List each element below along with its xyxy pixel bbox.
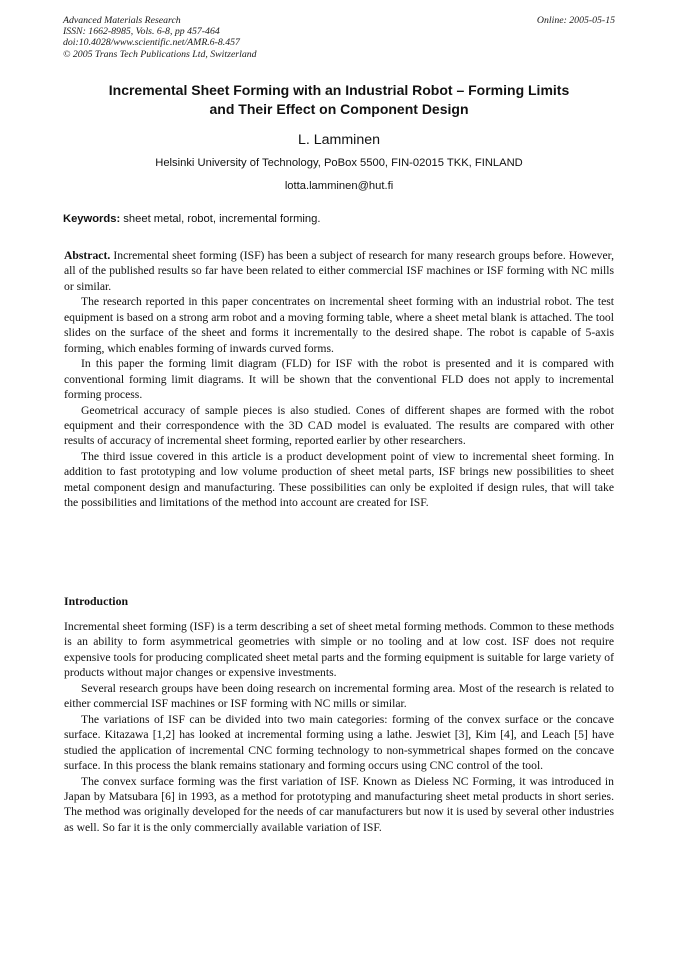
abstract-label: Abstract. [64, 249, 111, 262]
abstract-paragraph: The research reported in this paper concentrates on incremental sheet forming with an industrial robot. The test equipment is based on a strong arm robot and a moving forming table, where a sheet metal blank is attached. The tool slides on the surface of the sheet and forms it incrementally to the desired shape. The robot is capable of 5-axis forming, which enables forming of inwards curved forms. [64, 295, 614, 355]
keywords-line [63, 213, 615, 225]
intro-paragraph: Several research groups have been doing research on incremental forming area. Most of the research is related to either commercial ISF machines or ISF forming with NC mills or similar. [64, 681, 614, 711]
journal-copyright: © 2005 Trans Tech Publications Ltd, Switzerland [63, 48, 257, 60]
intro-paragraph: Incremental sheet forming (ISF) is a term describing a set of sheet metal forming methods. Common to these methods is an ability to form asymmetrical geometries with simple or no tooling and at low cost. ISF does not require expensive tools for producing complicated sheet metal parts and the forming equipment is suitable for large variety of products without major changes or expensive investments. [64, 620, 614, 680]
intro-paragraph: The convex surface forming was the first variation of ISF. Known as Dieless NC Forming, it was introduced in Japan by Matsubara [6] in 1993, as a method for prototyping and manufacturing sheet metal products in short series. The method was originally developed for the needs of car manufacturers but now it is used by several other industries as well. So far it is the only commercially available variation of ISF. [64, 774, 614, 834]
keywords-text: sheet metal, robot, incremental forming. [120, 213, 321, 225]
journal-header [63, 15, 615, 60]
abstract-paragraph: The third issue covered in this article is a product development point of view to incremental sheet forming. In addition to fast prototyping and low volume production of sheet metal parts, ISF brings new possibilities to sheet metal component design and manufacturing. These possibilities can only be exploited if design rules, that will take the possibilities and limitations of the method into account are created for ISF. [64, 449, 614, 510]
abstract-text: Incremental sheet forming (ISF) has been a subject of research for many research groups before. However, all of the published results so far have been related to either commercial ISF machines or ISF forming with NC mills or similar. [64, 249, 614, 293]
online-date: Online: 2005-05-15 [536, 15, 615, 26]
author-affiliation: Helsinki University of Technology, PoBox 5500, FIN-02015 TKK, FINLAND [155, 157, 523, 169]
journal-doi: doi:10.4028/www.scientific.net/AMR.6-8.457 [63, 37, 240, 49]
abstract-section [64, 248, 614, 511]
author-name: L. Lamminen [297, 132, 380, 148]
abstract-paragraph: Geometrical accuracy of sample pieces is also studied. Cones of different shapes are formed with the robot equipment and their correspondence with the 3D CAD model is evaluated. The results are compared with other results of accuracy of incremental sheet forming, reported earlier by other researchers. [64, 403, 614, 448]
journal-name: Advanced Materials Research [63, 15, 181, 26]
paper-title-line-2: and Their Effect on Component Design [209, 100, 469, 117]
introduction-section [64, 619, 614, 835]
abstract-paragraph [64, 248, 614, 294]
intro-paragraph: The variations of ISF can be divided into two main categories: forming of the convex surface or the concave surface. Kitazawa [1,2] has looked at incremental forming using a lathe. Jeswiet [3], Kim [4], and Leach [5] have studied the application of incremental CNC forming technology to non-symmetrical shapes formed on the concave surface. In this process the blank remains stationary and forming occurs using CNC control of the tool. [64, 712, 614, 773]
journal-issn: ISSN: 1662-8985, Vols. 6-8, pp 457-464 [63, 26, 220, 38]
keywords-label: Keywords: [63, 213, 121, 225]
author-email: lotta.lamminen@hut.fi [284, 180, 394, 192]
abstract-paragraph: In this paper the forming limit diagram (FLD) for ISF with the robot is presented and it is compared with conventional forming limit diagrams. It will be shown that the conventional FLD does not apply to incremental forming process. [64, 357, 614, 402]
paper-title-line-1: Incremental Sheet Forming with an Industrial Robot – Forming Limits [108, 82, 570, 98]
section-heading-introduction: Introduction [64, 594, 129, 608]
paper-title [40, 81, 638, 118]
